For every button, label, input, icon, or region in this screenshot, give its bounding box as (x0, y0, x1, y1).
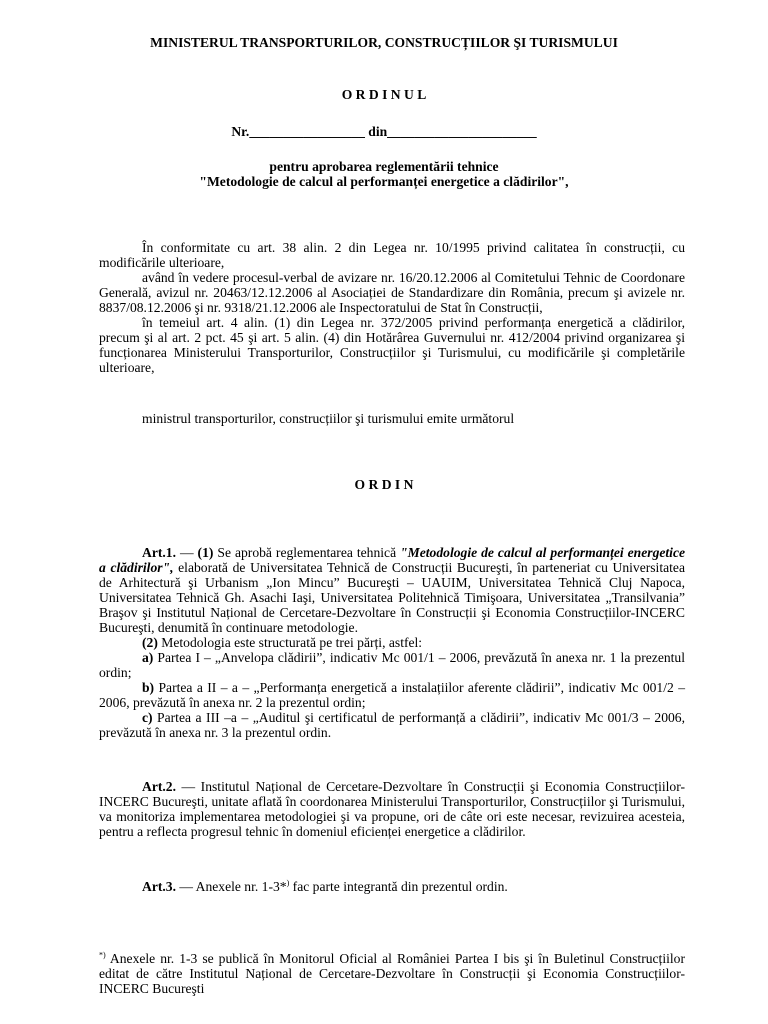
article-1-paragraph-2 (99, 635, 685, 650)
list-item-letter: c) (142, 710, 153, 725)
order-title: O R D I N U L (341, 87, 427, 102)
article-3-text-b: fac parte integrantă din prezentul ordin. (289, 879, 508, 894)
article-3-paragraph (99, 879, 685, 894)
article-1-para-2-number: (2) (142, 635, 158, 650)
article-2 (99, 779, 685, 839)
footnote-paragraph (99, 951, 685, 996)
article-3-label: Art.3. (142, 879, 176, 894)
preamble-paragraph-3: în temeiul art. 4 alin. (1) din Legea nr. 372/2005 privind performanța energetică a clădirilor, precum şi al art. 2 pct. 45 şi art. 5 alin. (4) din Hotărârea Guvernului nr. 412/2004 privind organizarea şi funcționarea Ministerului Transporturilor, Construcțiilor şi Turismului, cu modificările şi completările ulterioare, (99, 315, 685, 375)
article-1-paragraph-1 (99, 545, 685, 635)
number-line: Nr._________________ din______________________ (231, 124, 537, 139)
article-1 (99, 545, 685, 740)
preamble-paragraph-2: având în vedere procesul-verbal de avizare nr. 16/20.12.2006 al Comitetului Tehnic de Coordonare Generală, avizul nr. 20463/12.12.2006 al Asociației de Standardizare din România, precum şi avizele nr. 8837/08.12.2006 şi nr. 9318/21.12.2006 ale Inspectoratului de Stat în Construcții, (99, 270, 685, 315)
footnote-text: Anexele nr. 1-3 se publică în Monitorul Oficial al României Partea I bis şi în Buletinul Construcțiilor editat de către Institutul Național de Cercetare-Dezvoltare în Construcții şi Economia Construcțiilor-INCERC Bucureşti (99, 951, 685, 996)
regulation-title: "Metodologie de calcul al performanței energetice a clădirilor", (99, 545, 686, 575)
preamble-paragraph-1: În conformitate cu art. 38 alin. 2 din Legea nr. 10/1995 privind calitatea în construcții, cu modificările ulterioare, (99, 240, 685, 270)
article-2-text: — Institutul Național de Cercetare-Dezvoltare în Construcții şi Economia Construcțiilor-INCERC Bucureşti, unitate aflată în coordonarea Ministerului Transporturilor, Construcțiilor şi Turismului, va monitoriza implementarea metodologiei şi va propune, ori de câte ori este necesar, revizuirea acesteia, pentru a reflecta progresul tehnic în domeniul eficienței energetice a clădirilor. (99, 779, 685, 839)
article-1-text-a: Se aprobă reglementarea tehnică (213, 545, 401, 560)
article-1-text-b: elaborată de Universitatea Tehnică de Construcții Bucureşti, în parteneriat cu Universitatea de Arhitectură şi Urbanism „Ion Mincu” Bucureşti – UAUIM, Universitatea Tehnică Cluj Napoca, Universitatea Tehnică Gh. Asachi Iaşi, Universitatea Politehnică Timişoara, Universitatea „Transilvania” Braşov şi Institutul Național de Cercetare-Dezvoltare în Construcții şi Economia Construcțiilor-INCERC Bucureşti, denumită în continuare metodologie. (99, 560, 685, 635)
article-1-label: Art.1. (142, 545, 176, 560)
footnote (99, 951, 685, 996)
list-item-text: Partea a II – a – „Performanța energetică a instalațiilor aferente clădirii”, indicativ Mc 001/2 – 2006, prevăzută în anexa nr. 2 la prezentul ordin; (99, 680, 685, 710)
list-item-letter: b) (142, 680, 155, 695)
purpose-line-1: pentru aprobarea reglementării tehnice (269, 159, 499, 174)
list-item-text: Partea I – „Anvelopa clădirii”, indicativ Mc 001/1 – 2006, prevăzută în anexa nr. 1 la prezentul ordin; (99, 650, 685, 680)
article-2-paragraph (99, 779, 685, 839)
preamble (99, 240, 685, 375)
list-item (99, 650, 685, 680)
purpose-line-2: "Metodologie de calcul al performanței energetice a clădirilor", (199, 174, 569, 189)
article-1-dash: — (175, 545, 198, 560)
list-item-letter: a) (142, 650, 154, 665)
article-3-text-a: — Anexele nr. 1-3* (175, 879, 287, 894)
ministry-heading: MINISTERUL TRANSPORTURILOR, CONSTRUCȚIILOR ŞI TURISMULUI (150, 35, 618, 50)
list-item (99, 680, 685, 710)
article-1-para-2-text: Metodologia este structurată pe trei părți, astfel: (157, 635, 423, 650)
article-3 (99, 879, 685, 894)
ordin-heading: O R D I N (354, 477, 414, 492)
footnote-reference: ) (286, 878, 290, 888)
list-item-text: Partea a III –a – „Auditul şi certificatul de performanță a clădirii”, indicativ Mc 001/3 – 2006, prevăzută în anexa nr. 3 la prezentul ordin. (99, 710, 685, 740)
footnote-marker: *) (99, 950, 106, 960)
article-2-label: Art.2. (142, 779, 176, 794)
article-1-para-1-number: (1) (197, 545, 214, 560)
preamble-paragraph-4: ministrul transporturilor, construcțiilor şi turismului emite următorul (142, 411, 515, 426)
minister-statement (99, 411, 685, 426)
list-item (99, 710, 685, 740)
